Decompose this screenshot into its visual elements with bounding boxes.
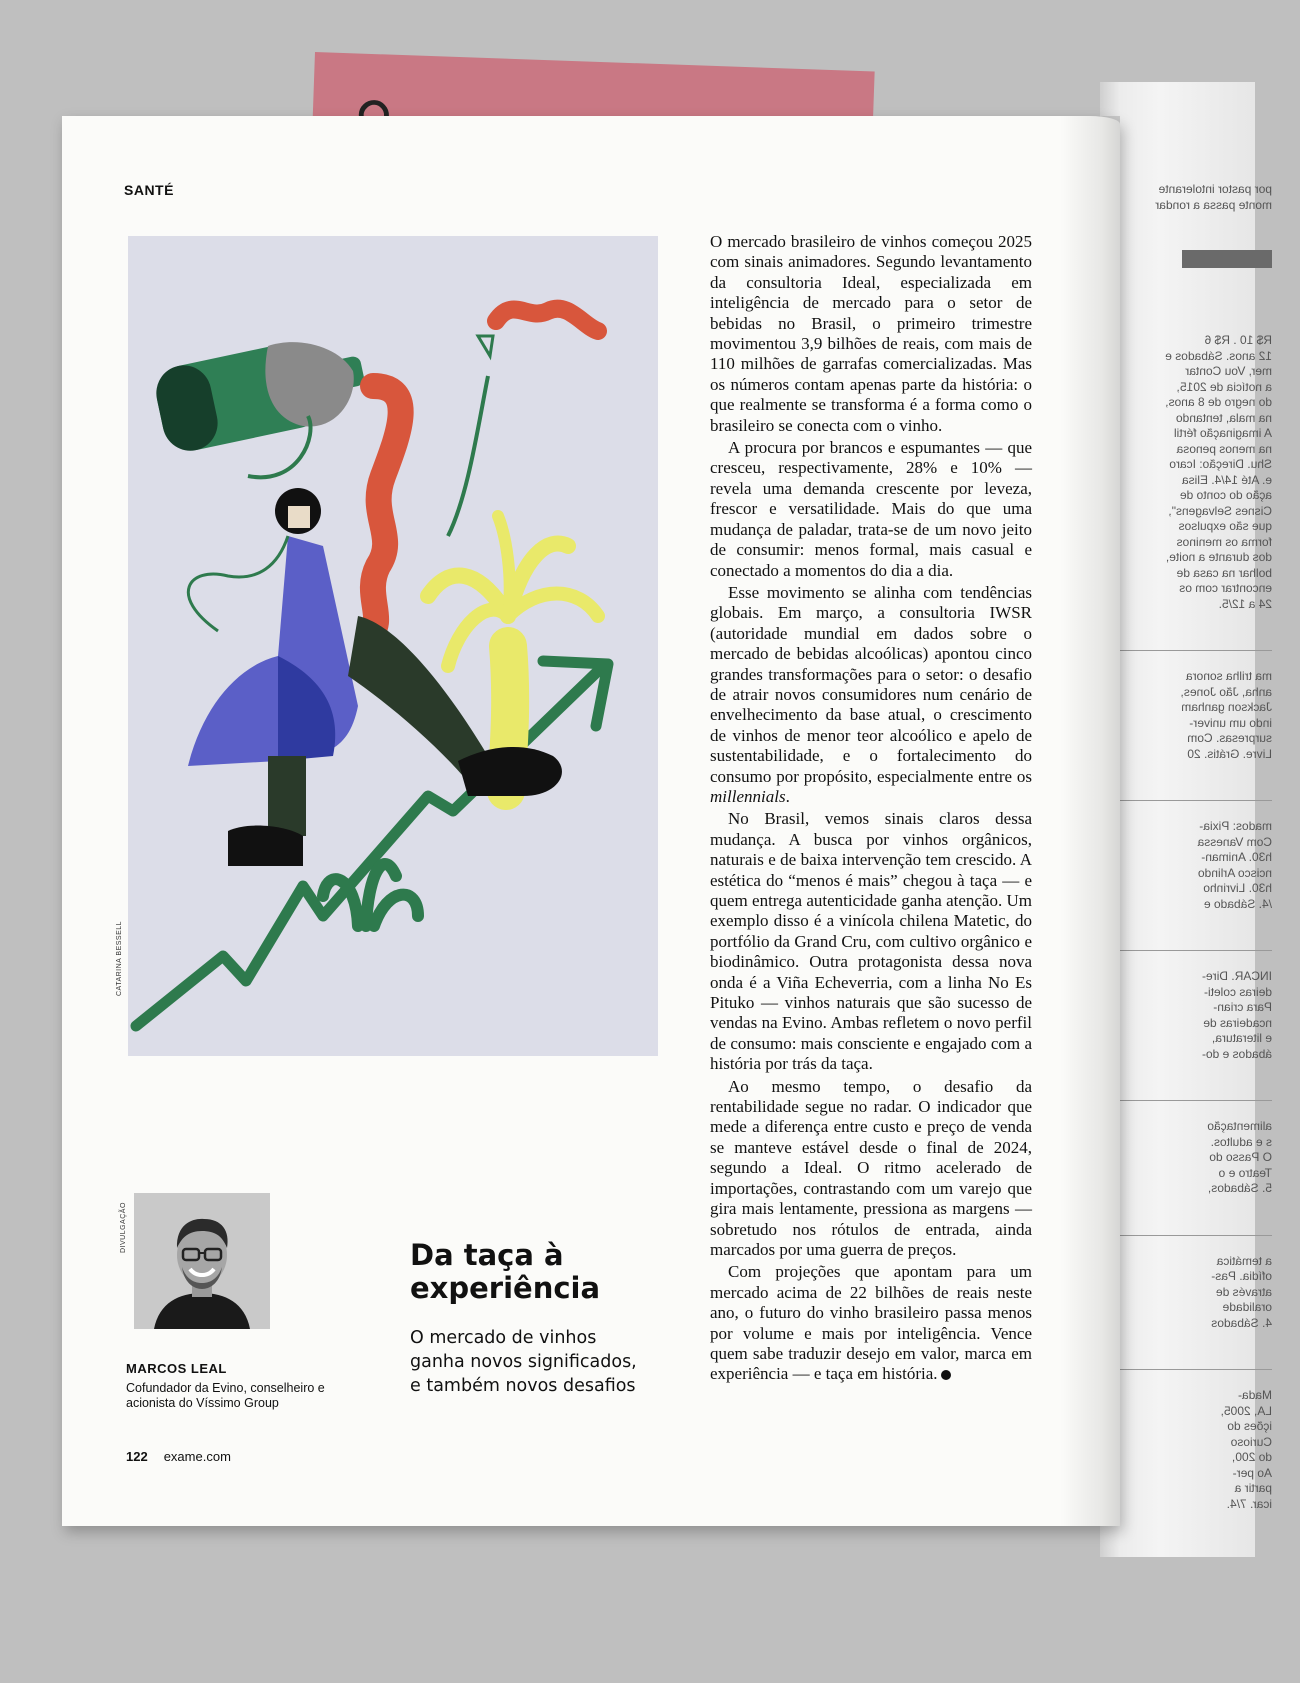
author-portrait xyxy=(134,1193,270,1329)
adjacent-page-line: Livre. Grátis. 20 xyxy=(1187,746,1272,761)
illustration xyxy=(128,236,658,1056)
site-url: exame.com xyxy=(163,1449,231,1464)
author-name: MARCOS LEAL xyxy=(126,1361,227,1376)
adjacent-page-line: que são expulsos xyxy=(1178,519,1272,533)
adjacent-page-line: e. Até 14/4. Elisa xyxy=(1181,472,1272,487)
adjacent-page-line: 12 anos. Sábados e xyxy=(1165,348,1272,363)
section-label: SANTÉ xyxy=(124,182,174,198)
adjacent-page-line: h30. Livrinho xyxy=(1203,881,1272,895)
adjacent-page-line: alimentação xyxy=(1207,1119,1272,1133)
article-headline: Da taça à experiência xyxy=(410,1238,601,1305)
adjacent-page-line: do 200, xyxy=(1231,1450,1272,1464)
adjacent-page-line: mer, Vou Contar xyxy=(1185,364,1272,378)
adjacent-page-line: anha, Jão Jones, xyxy=(1180,684,1272,699)
illustration-credit: CATARINA BESSELL xyxy=(116,920,123,996)
article-body xyxy=(710,232,1032,1387)
author-photo xyxy=(134,1193,270,1329)
adjacent-page-line: dos durante a noite, xyxy=(1165,550,1272,564)
adjacent-page-line: partir a xyxy=(1234,1481,1272,1495)
adjacent-page-line: LA, 2005, xyxy=(1220,1403,1272,1418)
adjacent-page-line: monte passa a rondar xyxy=(1155,197,1272,212)
end-mark-icon xyxy=(941,1370,951,1380)
adjacent-page-line: h30. Animan- xyxy=(1201,850,1272,864)
article-subhead: O mercado de vinhos ganha novos significados, e também novos desafios xyxy=(410,1328,637,1396)
body-paragraph-1: O mercado brasileiro de vinhos começou 2025 com sinais animadores. Segundo levantamento da consultoria Ideal, especializada em inteligência de mercado para o setor de bebidas no Brasil, o primeiro trimestre movimentou 3,9 bilhões de reais, com mais de 110 milhões de garrafas comercializadas. Mas os números contam apenas parte da história: o que realmente se transforma é a forma como o brasileiro se conecta com o vinho. xyxy=(710,232,1032,435)
adjacent-page-line: INCAR. Dire- xyxy=(1201,969,1272,983)
adjacent-page-line: Ao per- xyxy=(1232,1465,1272,1480)
adjacent-page-line: ncisco Arlindo xyxy=(1197,865,1272,880)
adjacent-page-line: Shu. Direção: Icaro xyxy=(1169,457,1272,471)
magazine-page xyxy=(62,116,1120,1526)
adjacent-page-line: s e adultos. xyxy=(1210,1134,1272,1149)
page-number: 122 xyxy=(126,1449,148,1464)
adjacent-page-line: /4. Sábado e xyxy=(1203,896,1272,911)
adjacent-page-line: Com Vanessa xyxy=(1197,834,1272,849)
adjacent-page-line: ma trilha sonora xyxy=(1185,669,1272,683)
adjacent-page-line: bolhar na casa de xyxy=(1176,565,1272,580)
adjacent-page-line: A imaginação fértil xyxy=(1173,426,1272,440)
adjacent-page-line: 4. Sábados xyxy=(1211,1315,1272,1330)
page-spine-shadow xyxy=(1060,116,1120,1526)
adjacent-page-line: ação do conto de xyxy=(1179,488,1272,502)
adjacent-page-line: forma os meninos xyxy=(1176,534,1272,549)
adjacent-page-line: ofídia. Pas- xyxy=(1211,1269,1272,1283)
adjacent-page-line: ições do xyxy=(1227,1419,1272,1433)
adjacent-page xyxy=(1100,82,1272,1557)
adjacent-page-line: a notícia de 2015, xyxy=(1176,379,1272,394)
adjacent-page-line: O Passo do xyxy=(1209,1150,1272,1164)
adjacent-page-line: oralidade xyxy=(1222,1300,1272,1314)
body-paragraph-3-end: . xyxy=(785,786,790,806)
adjacent-page-line: Teatro e o xyxy=(1218,1165,1272,1180)
adjacent-page-line: ábados e do- xyxy=(1201,1046,1272,1061)
body-paragraph-3-emphasis: millennials xyxy=(710,786,786,806)
adjacent-page-line: do negro de 8 anos, xyxy=(1165,395,1272,409)
adjacent-page-line: Cisnes Selvagens", xyxy=(1168,503,1272,518)
adjacent-page-line: Jackson ganham xyxy=(1181,700,1272,714)
author-bio: Cofundador da Evino, conselheiro e acionista do Víssimo Group xyxy=(126,1381,325,1410)
adjacent-page-line: indo um univer- xyxy=(1189,715,1272,730)
adjacent-page-line: Mada- xyxy=(1237,1388,1272,1402)
adjacent-page-line: icar. 7/4. xyxy=(1226,1496,1272,1511)
adjacent-page-line: R$ 10 . R$ 6 xyxy=(1204,333,1272,347)
adjacent-page-line: encontrar com os xyxy=(1179,581,1272,595)
adjacent-page-line: na menos penosa xyxy=(1176,441,1272,456)
adjacent-page-line: surpresas. Com xyxy=(1187,731,1272,745)
adjacent-page-line: Para crian- xyxy=(1213,1000,1272,1014)
adjacent-page-line: na mala, tentando xyxy=(1175,410,1272,425)
body-paragraph-2: A procura por brancos e espumantes — que cresceu, respectivamente, 28% e 10% — revela uma demanda crescente por leveza, frescor e versatilidade. Mais do que uma mudança de paladar, trata-se de um novo jeito de consumir: menos formal, mais casual e conectado a momentos do dia a dia. xyxy=(710,438,1032,580)
adjacent-page-line: Curioso xyxy=(1230,1434,1272,1449)
adjacent-page-line: por pastor intolerante xyxy=(1158,182,1272,196)
adjacent-page-line: e literatura, xyxy=(1211,1031,1272,1045)
adjacent-page-line: a temática xyxy=(1216,1253,1272,1268)
portrait-credit: DIVULGAÇÃO xyxy=(120,1202,127,1253)
body-paragraph-3-text: Esse movimento se alinha com tendências globais. Em março, a consultoria IWSR (autoridade mundial em dados sobre o mercado de bebidas alcoólicas) apontou cinco grandes transformações para o setor: o desafio de atrair novos consumidores num cenário de envelhecimento da base atual, o crescimento de vinhos de menor teor alcoólico e apelo de sustentabilidade, e o fortalecimento do consumo por propósito, especialmente entre os xyxy=(710,582,1032,786)
adjacent-page-line: deiras coleti- xyxy=(1203,984,1272,999)
body-paragraph-3 xyxy=(710,583,1032,807)
body-paragraph-5: Ao mesmo tempo, o desafio da rentabilidade segue no radar. O indicador que mede a diferença entre custo e preço de venda se manteve estável desde o final de 2024, segundo a Ideal. O ritmo acelerado de importações, contrastando com um varejo que gira mais lentamente, pressiona as margens — sobretudo nos rótulos de entrada, ainda marcados por uma guerra de preços. xyxy=(710,1076,1032,1259)
adjacent-page-line: através de xyxy=(1215,1284,1272,1299)
body-paragraph-4: No Brasil, vemos sinais claros dessa mudança. A busca por vinhos orgânicos, naturais e de baixa intervenção tem crescido. A estética do “menos é mais” chegou à taça — e quem entrega autenticidade ganha atenção. Um exemplo disso é a vinícola chilena Matetic, do portfólio da Grand Cru, com cultivo orgânico e biodinâmico. Outra protagonista dessa nova onda é a Viña Echeverria, com a linha No Es Pituko — vinhos naturais que são sucesso de vendas na Evino. Ambas refletem o novo perfil de consumo: mais consciente e engajado com a história por trás da taça. xyxy=(710,809,1032,1074)
body-paragraph-6-text: Com projeções que apontam para um mercado acima de 22 bilhões de reais neste ano, o futuro do vinho brasileiro passa menos por volume e mais por inteligência. Vence quem sabe traduzir desejo em valor, marca em experiência — e taça em história. xyxy=(710,1262,1032,1384)
adjacent-page-line: mados: Pixia- xyxy=(1199,819,1272,833)
adjacent-page-line: 24 a 12/5. xyxy=(1218,596,1272,611)
body-paragraph-6 xyxy=(710,1262,1032,1384)
illustration-artwork xyxy=(128,236,658,1056)
adjacent-page-line: 5. Sábados, xyxy=(1207,1181,1272,1195)
adjacent-page-line: ncadeiras de xyxy=(1203,1015,1272,1030)
page-footer xyxy=(126,1449,231,1464)
